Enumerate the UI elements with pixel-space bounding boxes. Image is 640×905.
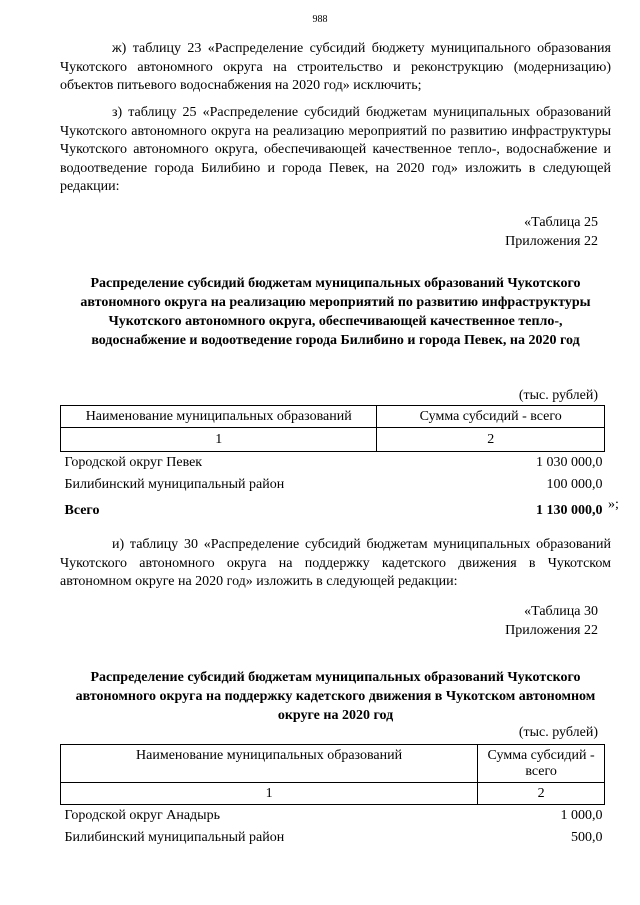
- paragraph-zh: ж) таблицу 23 «Распределение субсидий бюджету муниципального образования Чукотского автономного округа на строительство и реконструкцию (модернизацию) объектов питьевого водоснабжения на 2020 год» исключить;: [60, 41, 611, 93]
- table30-ref-line2: Приложения 22: [505, 622, 598, 638]
- table30-numbers-row: [61, 783, 605, 805]
- table30-header-row: [61, 745, 605, 783]
- table25: [60, 405, 605, 526]
- table25-row1-name: Городской округ Певек: [64, 454, 203, 470]
- table30-reference: [505, 603, 598, 640]
- table25-row1-value: 1 030 000,0: [536, 454, 603, 470]
- table25-col-number-2: 2: [377, 428, 605, 452]
- table-row: [61, 805, 605, 827]
- table25-header-name: Наименование муниципальных образований: [61, 406, 377, 428]
- table30-header-sum: Сумма субсидий - всего: [478, 745, 605, 783]
- table30-ref-line1: «Таблица 30: [524, 604, 598, 619]
- table25-row2-name: Билибинский муниципальный район: [64, 476, 285, 492]
- table30: [60, 744, 605, 849]
- table25-ref-line1: «Таблица 25: [524, 215, 598, 230]
- table25-total-row: [61, 496, 605, 526]
- table-row: [61, 827, 605, 849]
- table30-unit: (тыс. рублей): [518, 725, 598, 740]
- table25-total-value: 1 130 000,0: [536, 502, 603, 518]
- table25-row2-value: 100 000,0: [546, 476, 603, 492]
- table30-row1-name: Городской округ Анадырь: [64, 807, 220, 823]
- table25-ref-line2: Приложения 22: [505, 233, 598, 249]
- paragraph-z: з) таблицу 25 «Распределение субсидий бюджетам муниципальных образований Чукотского автономного округа на реализацию мероприятий по развитию инфраструктуры Чукотского автономного округа, обеспечивающей качественное тепло-, водоснабжение и водоотведение города Билибино и города Певек, на 2020 год» изложить в следующей редакции:: [60, 105, 611, 194]
- page-number: 988: [312, 14, 328, 25]
- table30-col-number-2: 2: [478, 783, 605, 805]
- table25-reference: [505, 214, 598, 251]
- table-row: [61, 452, 605, 474]
- table30-col-number-1: 1: [61, 783, 478, 805]
- table25-header-sum: Сумма субсидий - всего: [377, 406, 605, 428]
- table25-total-label: Всего: [64, 502, 100, 518]
- table25-header-row: [61, 406, 605, 428]
- table25-unit: (тыс. рублей): [518, 388, 598, 403]
- table25-title: Распределение субсидий бюджетам муниципальных образований Чукотского автономного округа на реализацию мероприятий по развитию инфраструктуры Чукотского автономного округа, обеспечивающей качественное тепло-, водоснабжение и водоотведение города Билибино и города Певек, на 2020 год: [80, 276, 591, 348]
- table30-row2-name: Билибинский муниципальный район: [64, 829, 285, 845]
- table30-title: Распределение субсидий бюджетам муниципальных образований Чукотского автономного округа на поддержку кадетского движения в Чукотском автономном округе на 2020 год: [75, 670, 596, 723]
- table-row: [61, 474, 605, 496]
- table30-row1-value: 1 000,0: [560, 807, 603, 823]
- table25-numbers-row: [61, 428, 605, 452]
- table30-header-name: Наименование муниципальных образований: [61, 745, 478, 783]
- paragraph-i: и) таблицу 30 «Распределение субсидий бюджетам муниципальных образований Чукотского автономного округа на поддержку кадетского движения в Чукотском автономном округе на 2020 год» изложить в следующей редакции:: [60, 537, 611, 589]
- table25-col-number-1: 1: [61, 428, 377, 452]
- table25-closing: »;: [608, 497, 619, 512]
- table30-row2-value: 500,0: [571, 829, 603, 845]
